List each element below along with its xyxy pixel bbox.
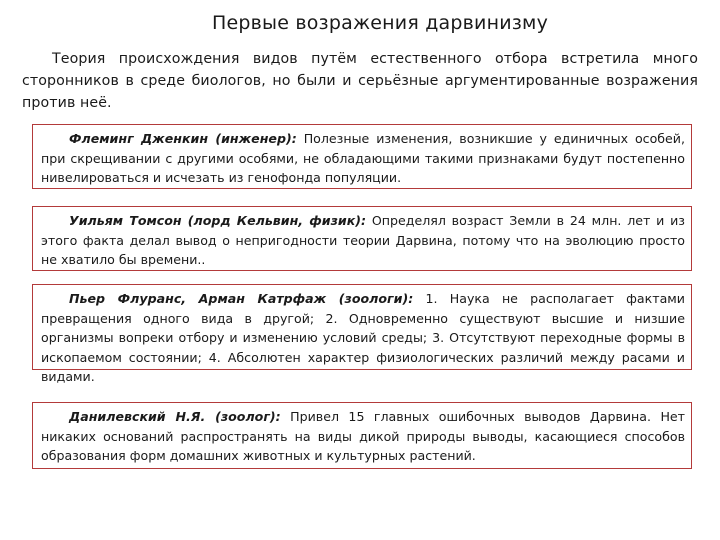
objection-paragraph — [41, 211, 685, 270]
intro-paragraph: Теория происхождения видов путём естественного отбора встретила много сторонников в среде биологов, но были и серьёзные аргументированные возражения против неё. — [22, 51, 698, 111]
objection-paragraph — [41, 129, 685, 188]
objection-box-thomson — [32, 206, 692, 271]
objection-box-jenkin — [32, 124, 692, 189]
objection-author: Флеминг Дженкин (инженер): — [69, 131, 297, 146]
objection-author: Данилевский Н.Я. (зоолог): — [69, 409, 281, 424]
objection-box-danilevsky — [32, 402, 692, 469]
page-title: Первые возражения дарвинизму — [211, 12, 549, 34]
objection-author: Уильям Томсон (лорд Кельвин, физик): — [69, 213, 367, 228]
objection-paragraph — [41, 407, 685, 466]
objection-paragraph — [41, 289, 685, 387]
objection-box-flourens-quatrefages — [32, 284, 692, 384]
objection-text: 1. Наука не располагает фактами превращения одного вида в другой; 2. Одновременно существуют высшие и низшие организмы вопреки отбору и изменению условий среды; 3. Отсутствуют переходные формы в ископаемом состоянии; 4. Абсолютен характер физиологических различий между расами и видами. — [41, 291, 685, 384]
objection-author: Пьер Флуранс, Арман Катрфаж (зоологи): — [69, 291, 414, 306]
objection-text: Полезные изменения, возникшие у единичных особей, при скрещивании с другими особями, не обладающими такими признаками будут постепенно нивелироваться и исчезать из генофонда популяции. — [41, 131, 685, 185]
objection-text: Привел 15 главных ошибочных выводов Дарвина. Нет никаких оснований распространять на виды дикой природы выводы, касающиеся способов образования форм домашних животных и культурных растений. — [41, 409, 685, 463]
objection-text: Определял возраст Земли в 24 млн. лет и из этого факта делал вывод о непригодности теории Дарвина, потому что на эволюцию просто не хватило бы времени.. — [41, 213, 685, 267]
